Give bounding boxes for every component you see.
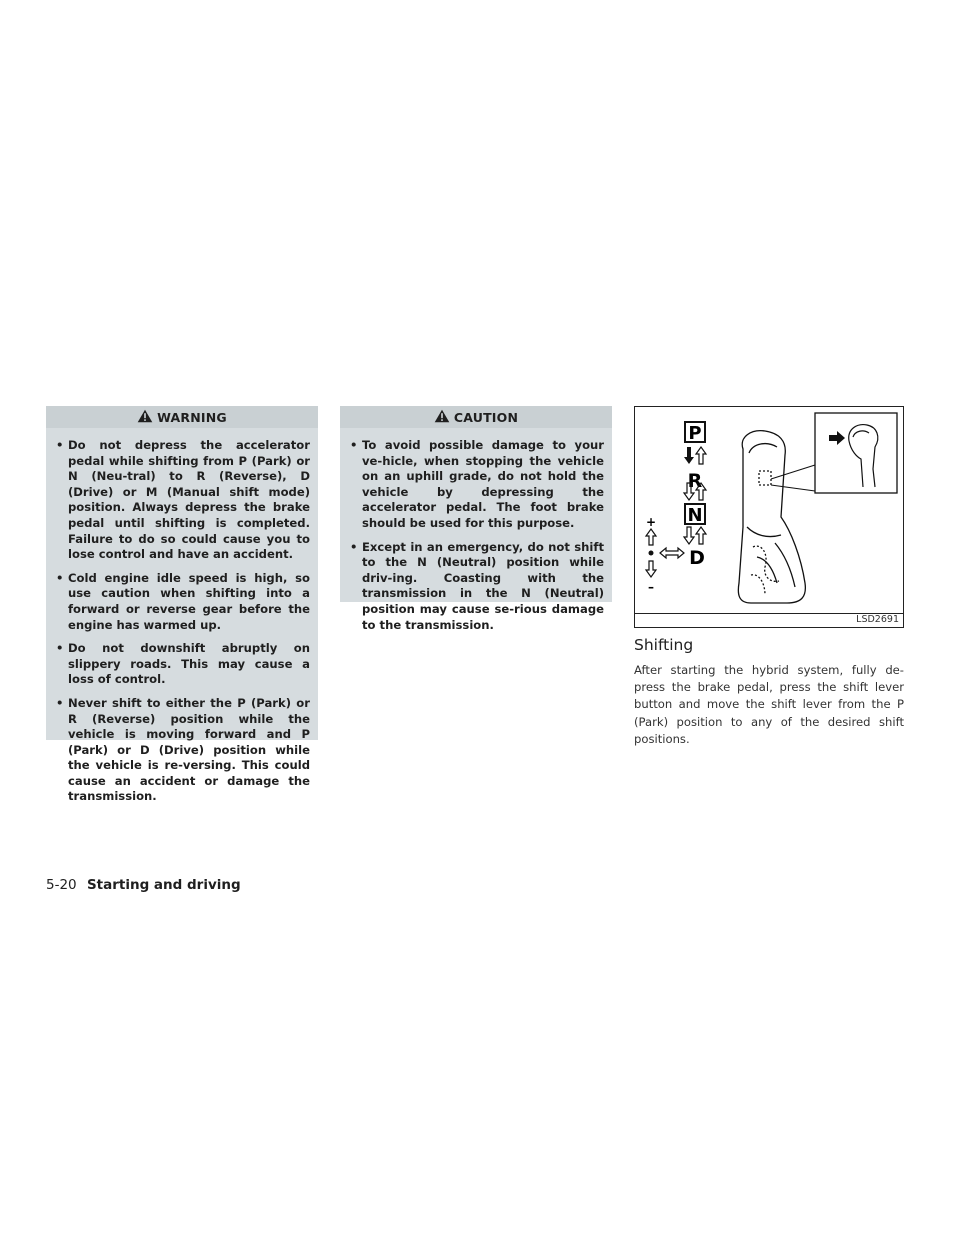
caution-header (340, 406, 612, 428)
manual-center-dot (649, 551, 654, 556)
warning-title: WARNING (157, 409, 227, 425)
gear-n-label: N (687, 505, 703, 526)
caution-list (340, 428, 612, 649)
warning-item: • Do not downshift abruptly on slippery roads. This may cause a loss of control. (54, 641, 310, 688)
callout-line (771, 485, 815, 491)
shift-lever-illustration (635, 407, 903, 613)
section-body: After starting the hybrid system, fully de-press the brake pedal, press the shift lever button and move the shift lever from the P (Park) position to any of the desired shift positions. (634, 663, 904, 746)
chapter-title: Starting and driving (86, 877, 241, 893)
manual-minus-label: – (648, 580, 654, 594)
warning-box (46, 406, 318, 804)
callout-line (771, 465, 815, 479)
caution-triangle-icon (434, 409, 450, 426)
caution-item: • To avoid possible damage to your ve-hicle, when stopping the vehicle on an uphill grade, do not hold the vehicle by depressing the accelerator pedal. The foot brake should be used for this purpose. (348, 438, 604, 532)
warning-item: • Never shift to either the P (Park) or R (Reverse) position while the vehicle is moving forward and P (Park) or D (Drive) position while the vehicle is re-versing. This could cause an accident or damage the transmission. (54, 696, 310, 805)
warning-header (46, 406, 318, 428)
warning-list (46, 428, 318, 821)
caution-item: • Except in an emergency, do not shift to the N (Neutral) position while driv-ing. Coasting with the transmission in the N (Neutral) position may cause se-rious damage to the transmission. (348, 540, 604, 634)
arrow-up-outline-icon (696, 447, 706, 464)
page-footer (46, 877, 241, 893)
arrow-down-outline-icon (684, 527, 694, 544)
manual-plus-label: + (645, 515, 657, 529)
warning-triangle-icon (137, 409, 153, 426)
callout-box (815, 413, 897, 493)
caution-title: CAUTION (453, 409, 519, 425)
caution-box (340, 406, 612, 632)
gear-d-label: D (689, 547, 705, 569)
figure-code: LSD2691 (856, 614, 899, 625)
shift-lever-figure (634, 406, 904, 628)
shift-lever-icon (738, 431, 805, 603)
warning-item: • Do not depress the accelerator pedal while shifting from P (Park) or N (Neu-tral) to R (Reverse), D (Drive) or M (Manual shift mode) position. Always depress the brake pedal until shifting is completed. Failure to do so could cause you to lose control and have an accident. (54, 438, 310, 563)
double-arrow-horizontal-icon (660, 548, 684, 558)
warning-item: • Cold engine idle speed is high, so use caution when shifting into a forward or reverse gear before the engine has warmed up. (54, 571, 310, 633)
page-number: 5-20 (46, 877, 77, 893)
section-title: Shifting (634, 636, 694, 654)
arrow-up-outline-icon (696, 527, 706, 544)
arrow-down-filled-icon (684, 447, 694, 464)
arrow-down-outline-icon (646, 561, 656, 577)
gear-p-label: P (688, 423, 702, 444)
gear-r-label: R (687, 470, 703, 492)
arrow-up-outline-icon (646, 529, 656, 545)
